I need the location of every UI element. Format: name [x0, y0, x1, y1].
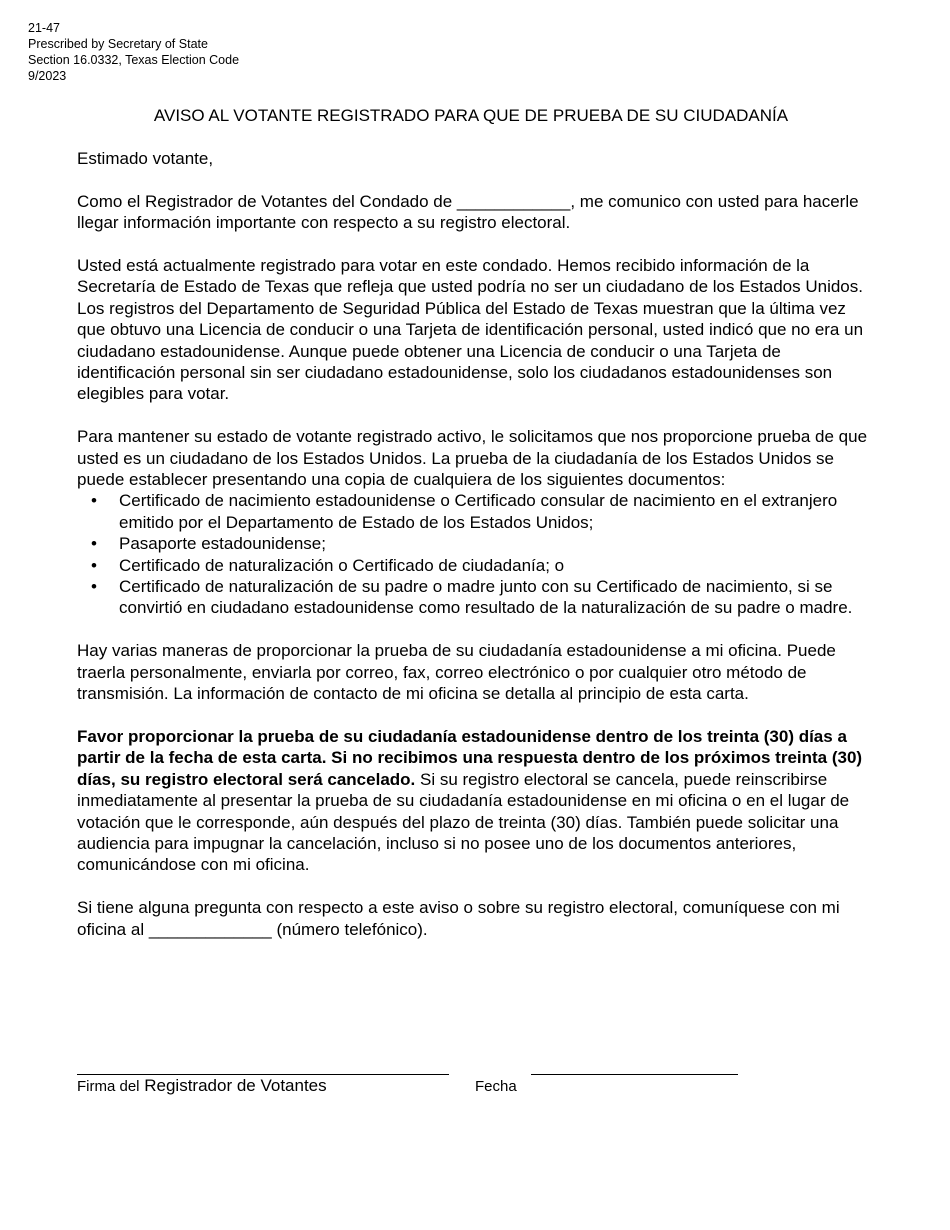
list-item: [91, 533, 877, 554]
letter-body: [77, 148, 877, 961]
deadline-paragraph: [77, 726, 877, 876]
list-item-text: Pasaporte estadounidense;: [119, 534, 326, 554]
deadline-warning: Favor proporcionar la prueba de su ciudadanía estadounidense dentro de los treinta (30) días a partir de la fecha de esta carta. Si no recibimos una respuesta dentro de los próximos treinta (30) días, su registro electoral será cancelado.: [77, 726, 863, 789]
request-paragraph: Para mantener su estado de votante registrado activo, le solicitamos que nos proporcione prueba de que usted es un ciudadano de los Estados Unidos. La prueba de la ciudadanía de los Estados Unidos se puede establecer presentando una copia de cualquiera de los siguientes documentos:: [77, 427, 868, 490]
date-line: [531, 1056, 738, 1075]
form-date: 9/2023: [28, 69, 67, 83]
greeting: Estimado votante,: [77, 149, 214, 168]
code-section: Section 16.0332, Texas Election Code: [28, 53, 240, 67]
documents-list: [77, 490, 877, 618]
list-item: [91, 555, 877, 576]
prescribed-by: Prescribed by Secretary of State: [28, 37, 208, 51]
bullet-icon: •: [91, 534, 97, 554]
list-item: [91, 576, 877, 619]
contact-paragraph: Si tiene alguna pregunta con respecto a este aviso o sobre su registro electoral, comuníquese con mi oficina al _____________ (número telefónico).: [77, 898, 840, 939]
methods-paragraph: Hay varias maneras de proporcionar la prueba de su ciudadanía estadounidense a mi oficina. Puede traerla personalmente, enviarla por correo, fax, correo electrónico o por cualquier otro método de transmisión. La información de contacto de mi oficina se detalla al principio de esta carta.: [77, 641, 836, 704]
date-label: Fecha: [475, 1078, 517, 1095]
list-item-text: Certificado de naturalización o Certificado de ciudadanía; o: [119, 555, 565, 575]
bullet-icon: •: [91, 491, 97, 511]
bullet-icon: •: [91, 555, 97, 575]
form-identifier: [28, 20, 239, 84]
list-item-text: Certificado de nacimiento estadounidense o Certificado consular de nacimiento en el extranjero emitido por el Departamento de Estado de los Estados Unidos;: [119, 491, 838, 532]
document-title: AVISO AL VOTANTE REGISTRADO PARA QUE DE PRUEBA DE SU CIUDADANÍA: [153, 106, 789, 125]
status-paragraph: Usted está actualmente registrado para votar en este condado. Hemos recibido información de la Secretaría de Estado de Texas que refleja que usted podría no ser un ciudadano de los Estados Unidos. Los registros del Departamento de Seguridad Pública del Estado de Texas muestran que la última vez que obtuvo una Licencia de conducir o una Tarjeta de identificación personal, usted indicó que no era un ciudadano estadounidense. Aunque puede obtener una Licencia de conducir o una Tarjeta de identificación personal sin ser ciudadano estadounidense, solo los ciudadanos estadounidenses son elegibles para votar.: [77, 256, 864, 404]
form-number: 21-47: [28, 21, 60, 35]
deadline-details: Si su registro electoral se cancela, puede reinscribirse inmediatamente al presentar la prueba de su ciudadanía estadounidense en mi oficina o en el lugar de votación que le corresponde, aún después del plazo de treinta (30) días. También puede solicitar una audiencia para impugnar la cancelación, incluso si no posee uno de los documentos anteriores, comunicándose con mi oficina.: [77, 769, 850, 875]
intro-paragraph: Como el Registrador de Votantes del Condado de ____________, me comunico con usted para hacerle llegar información importante con respecto a su registro electoral.: [77, 191, 859, 233]
signature-label: Firma del Registrador de Votantes: [77, 1076, 327, 1095]
bullet-icon: •: [91, 577, 97, 597]
list-item: [91, 490, 877, 533]
signature-line: [77, 1056, 449, 1075]
signature-block: [77, 1056, 777, 1102]
list-item-text: Certificado de naturalización de su padre o madre junto con su Certificado de nacimiento, si se convirtió en ciudadano estadounidense como resultado de la naturalización de su padre o madre.: [119, 577, 853, 618]
